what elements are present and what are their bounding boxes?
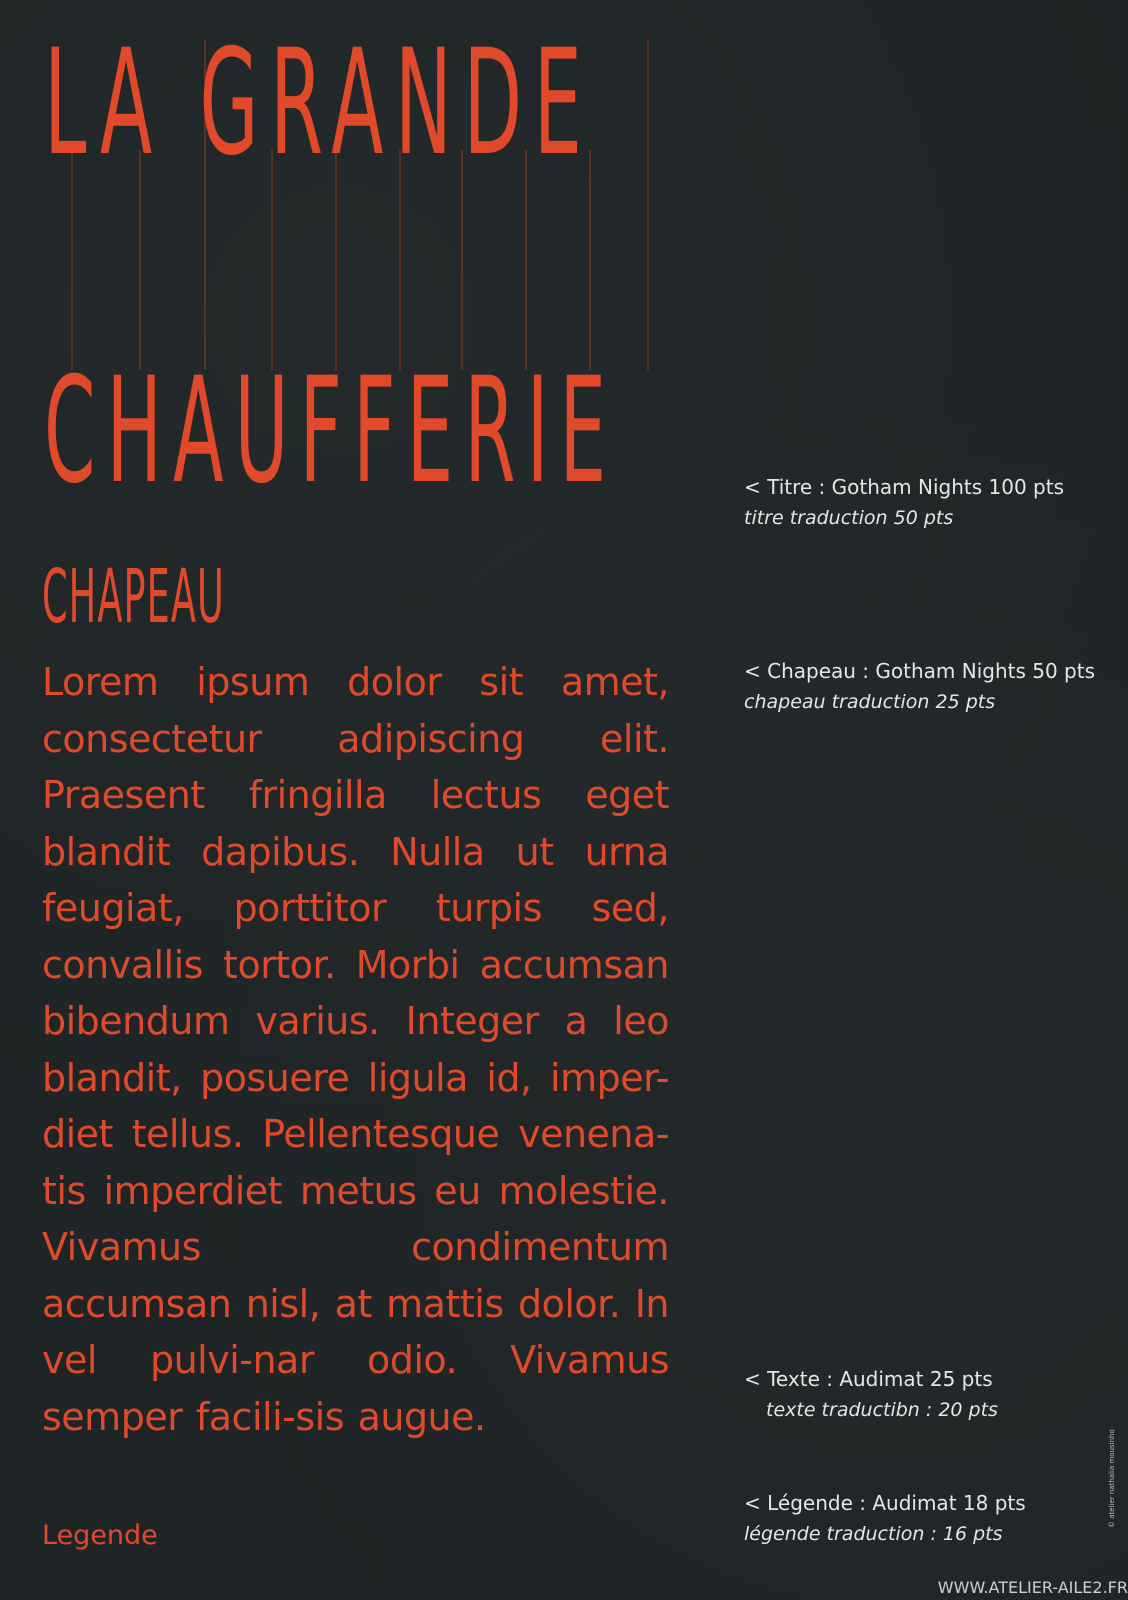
note-texte-sub: texte traductibn : 20 pts <box>766 1399 998 1421</box>
note-texte-main: < Texte : Audimat 25 pts <box>744 1367 993 1391</box>
note-title-main: < Titre : Gotham Nights 100 pts <box>744 475 1064 499</box>
legende-caption: Legende <box>42 1520 158 1551</box>
body-text: Lorem ipsum dolor sit amet, consectetur adipiscing elit. Praesent fringilla lectus eget blandit dapibus. Nulla ut urna feugiat, porttitor turpis sed, convallis tortor. Morbi accumsan bibendum varius. Integer a leo blandit, posuere ligula id, imper-diet tellus. Pellentesque venena-tis imperdiet metus eu molestie. Vivamus condimentum accumsan nisl, at mattis dolor. In vel pulvi-nar odio. Vivamus semper facili-sis augue. <box>42 660 669 1439</box>
note-legende-sub: légende traduction : 16 pts <box>744 1523 1003 1545</box>
website-url: WWW.ATELIER-AILE2.FR <box>937 1578 1128 1597</box>
copyright-credit: © atelier nathalia mousinho <box>1108 1429 1116 1528</box>
note-chapeau-main: < Chapeau : Gotham Nights 50 pts <box>744 659 1096 683</box>
title-line-2: CHAUFFERIE <box>44 346 618 516</box>
note-chapeau-spec <box>744 656 1095 718</box>
note-texte-spec <box>744 1364 998 1426</box>
note-title-spec <box>744 472 1064 534</box>
note-legende-spec <box>744 1488 1026 1550</box>
note-chapeau-sub: chapeau traduction 25 pts <box>744 691 996 713</box>
chapeau-heading: CHAPEAU <box>42 554 225 640</box>
note-legende-main: < Légende : Audimat 18 pts <box>744 1491 1026 1515</box>
title-line-1: LA GRANDE <box>44 18 594 188</box>
note-title-sub: titre traduction 50 pts <box>744 507 954 529</box>
